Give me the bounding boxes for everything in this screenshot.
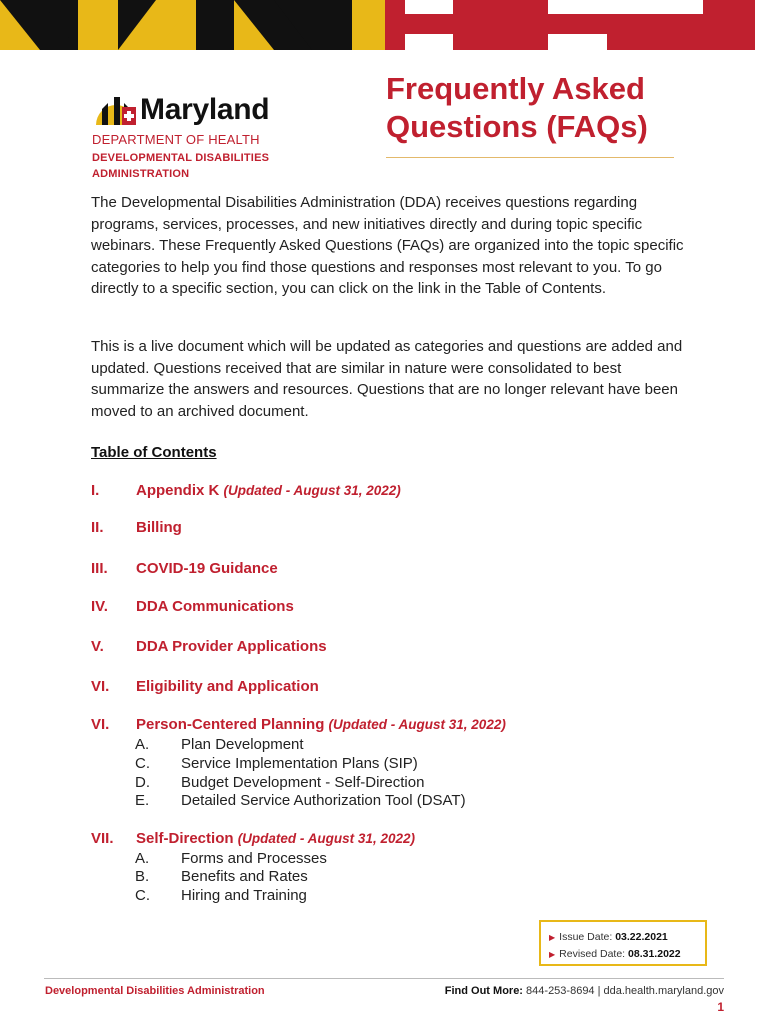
maryland-crossland-pattern: [385, 0, 770, 50]
revised-date: ▶ Revised Date: 08.31.2022: [549, 948, 681, 960]
page-number: 1: [717, 1000, 724, 1014]
logo-wordmark: Maryland: [140, 93, 270, 126]
toc-heading: Table of Contents: [91, 444, 217, 461]
document-dates-box: [539, 920, 707, 966]
intro-paragraph-2: This is a live document which will be updated as categories and questions are added and updated. Questions received that are similar in nature were consolidated to best summarize the answers and resources. Questions that are no longer relevant have been moved to an archived document.: [91, 338, 683, 420]
footer-contact-link[interactable]: 844-253-8694 | dda.health.maryland.gov: [526, 985, 724, 997]
footer-organization: Developmental Disabilities Administration: [45, 985, 265, 997]
bullet-triangle-icon: ▶: [549, 933, 556, 942]
title-divider: [386, 157, 674, 158]
maryland-flag-pattern: [0, 0, 385, 50]
logo-department: DEPARTMENT OF HEALTH: [92, 132, 260, 147]
issue-date: ▶ Issue Date: 03.22.2021: [549, 931, 668, 943]
intro-paragraph-1: The Developmental Disabilities Administration (DDA) receives questions regarding programs, services, processes, and new initiatives directly and during topic specific webinars. These Frequently Asked Questions (FAQs) are organized into the topic specific categories to help you find those questions and responses most relevant to you. To go directly to a specific section, you can click on the link in the Table of Contents.: [91, 194, 684, 297]
footer-contact: Find Out More: 844-253-8694 | dda.health.maryland.gov: [444, 985, 724, 997]
maryland-flag-icon: [94, 93, 138, 127]
bullet-triangle-icon: ▶: [549, 950, 556, 959]
maryland-health-logo: [92, 90, 302, 180]
logo-administration: DEVELOPMENTAL DISABILITIES ADMINISTRATION: [92, 152, 270, 180]
page-title: Frequently Asked Questions (FAQs): [386, 71, 648, 144]
header-banner: [0, 0, 770, 50]
footer-divider: [44, 978, 724, 979]
